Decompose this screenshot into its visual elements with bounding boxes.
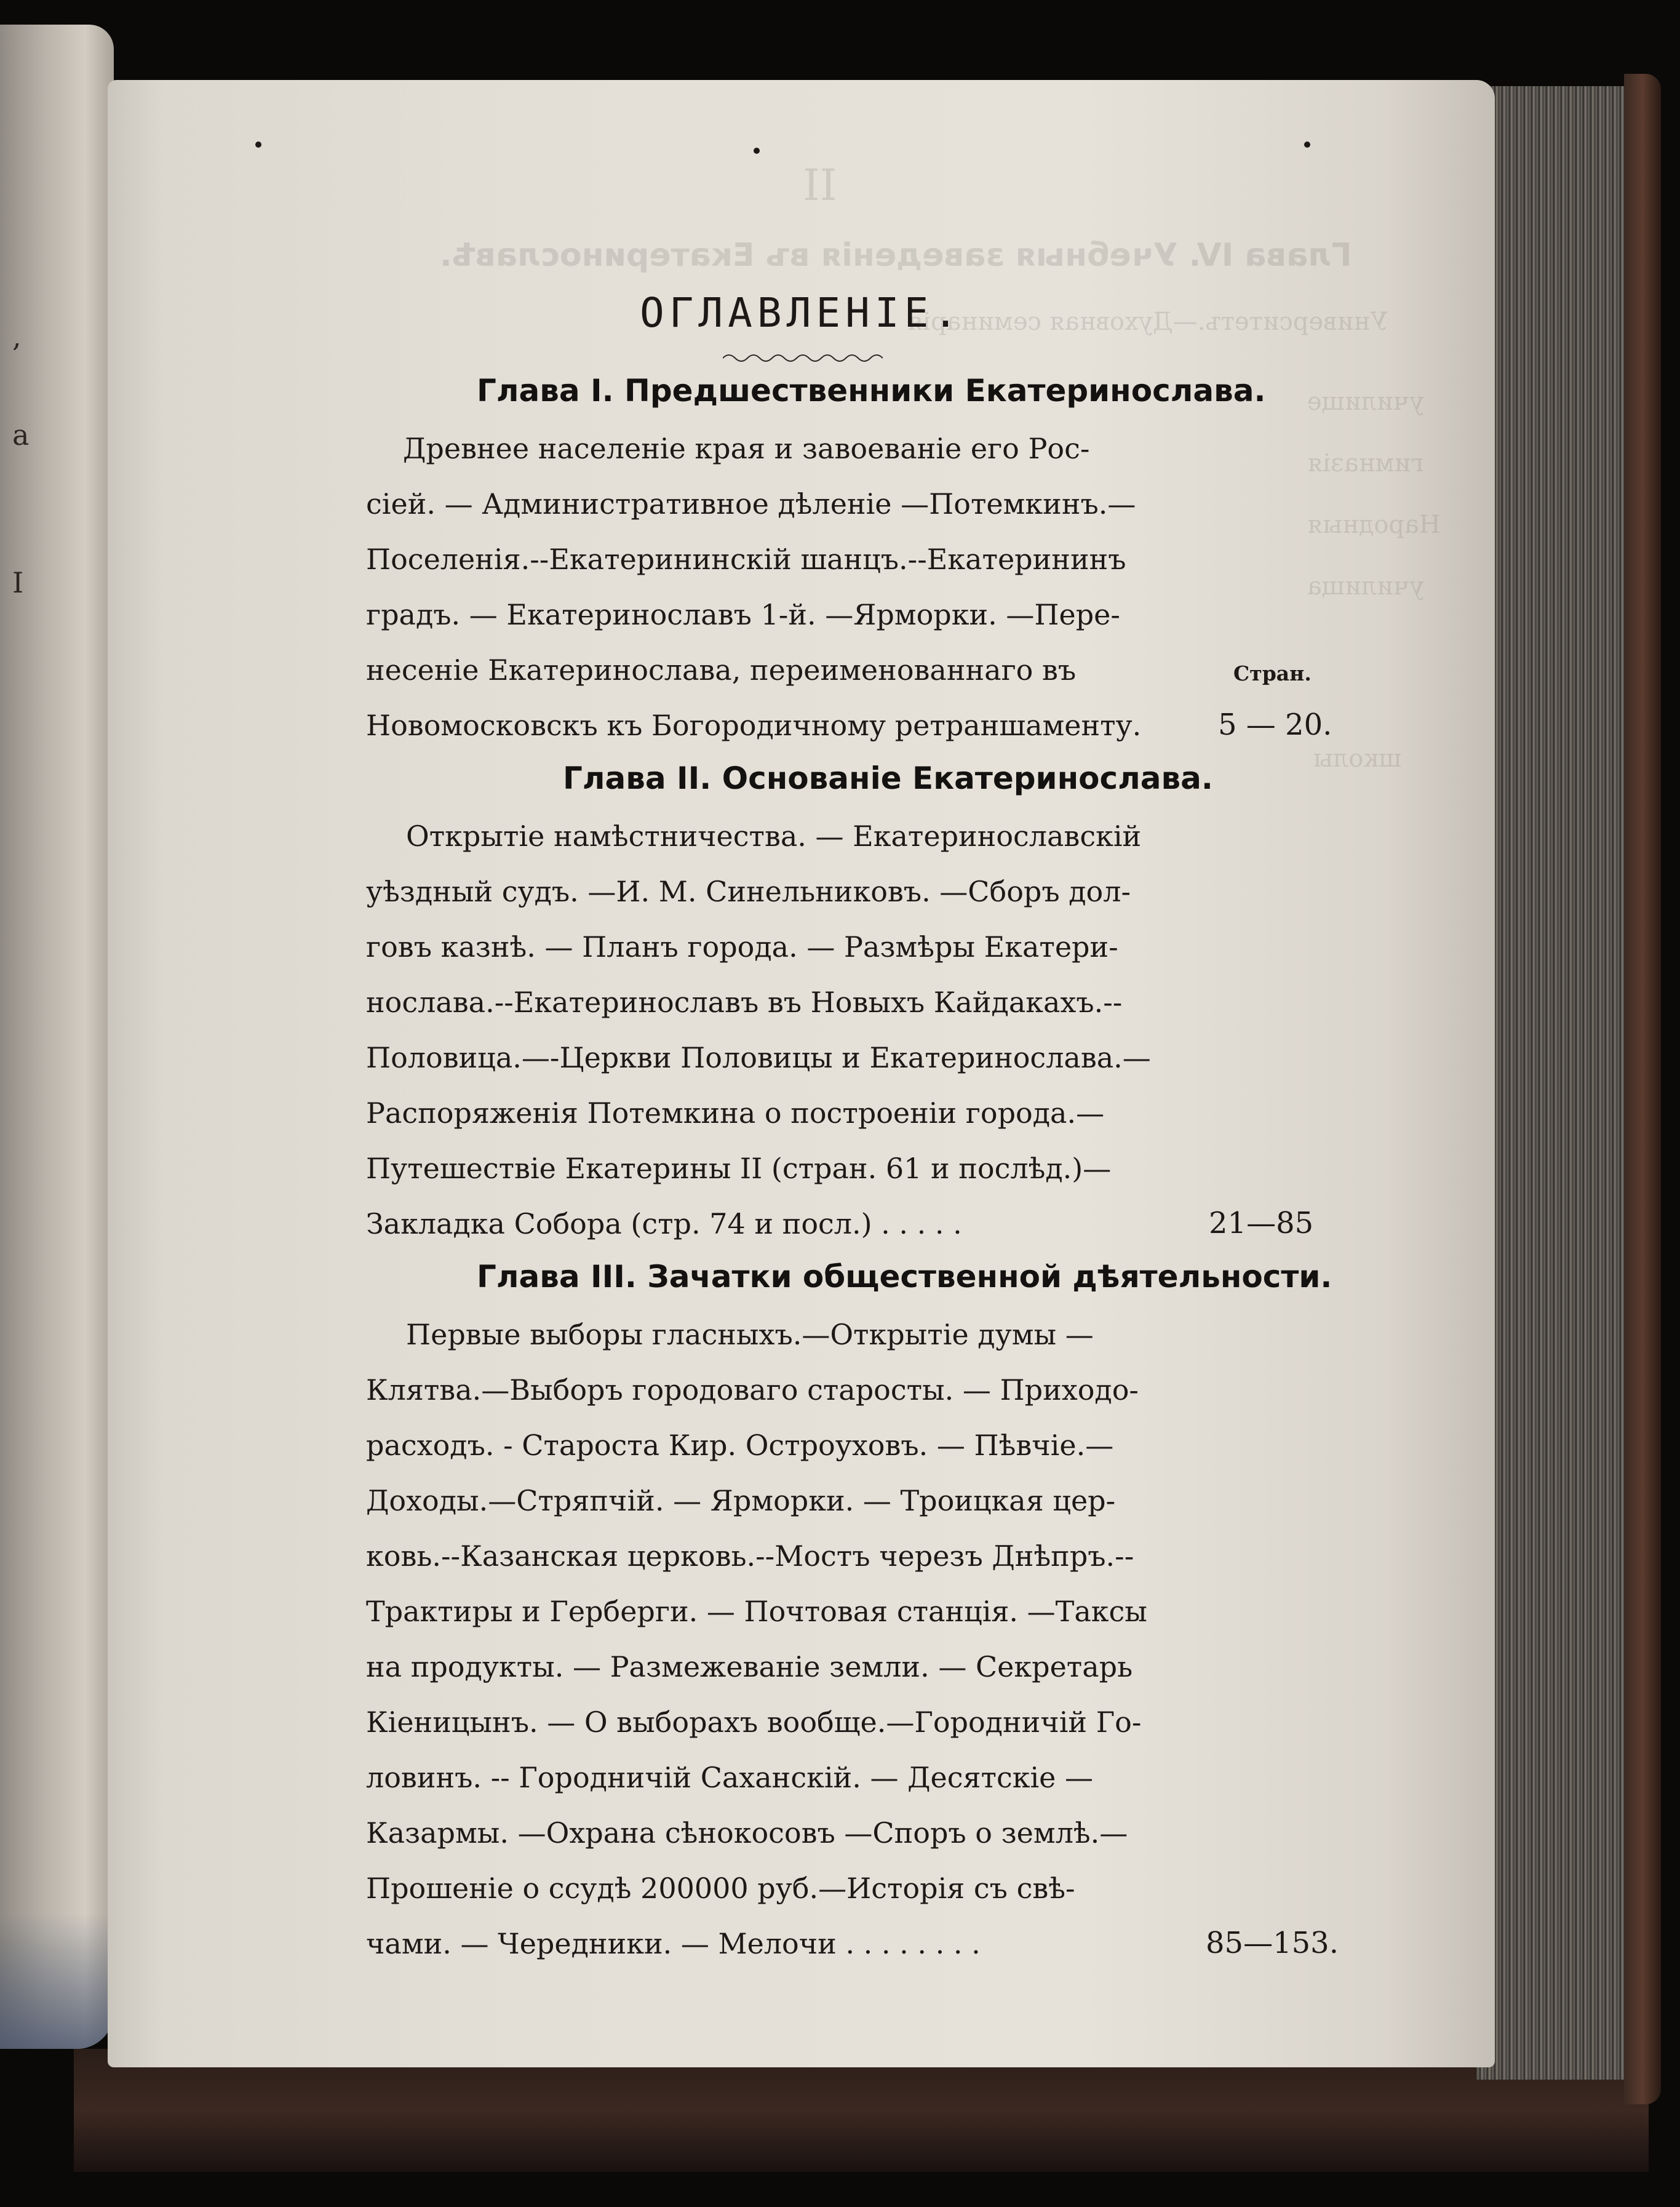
bleed-through-text: гимназія <box>1307 449 1424 477</box>
chapter-text-line: расходъ. - Староста Кир. Остроуховъ. — Пѣвчіе.— <box>366 1429 1114 1462</box>
chapter-text-line: Доходы.—Стряпчій. — Ярморки. — Троицкая цер- <box>366 1484 1116 1517</box>
chapter-text-line: Поселенія.--Екатерининскій шанцъ.--Екатерининъ <box>366 543 1126 576</box>
dust-speck <box>255 142 261 148</box>
chapter-text-line: говъ казнѣ. — Планъ города. — Размѣры Екатери- <box>366 930 1118 964</box>
chapter-text-line: Прошеніе о ссудѣ 200000 руб.—Исторія съ свѣ- <box>366 1872 1075 1905</box>
bleed-through-text: Народныя <box>1307 511 1441 539</box>
chapter-text-line: уѣздный судъ. —И. М. Синельниковъ. —Сборъ дол- <box>366 875 1131 908</box>
chapter-text-line: чами. — Чередники. — Мелочи . . . . . . . . <box>366 1927 981 1960</box>
left-page-glyph: a <box>12 418 30 452</box>
pages-column-label: Стран. <box>1233 661 1312 685</box>
bleed-through-text: II <box>803 160 837 210</box>
title-flourish-ornament <box>723 351 883 365</box>
left-page-glyph: I <box>12 566 24 599</box>
chapter-text-line: ловинъ. -- Городничій Саханскій. — Десятскіе — <box>366 1761 1094 1794</box>
bleed-through-text: училище <box>1307 388 1424 416</box>
chapter-text-line: Половица.—-Церкви Половицы и Екатеринослава.— <box>366 1041 1151 1074</box>
chapter-text-line: Путешествіе Екатерины II (стран. 61 и послѣд.)— <box>366 1152 1112 1185</box>
chapter-page-range: 21—85 <box>1209 1206 1314 1240</box>
chapter-text-line: нослава.--Екатеринославъ въ Новыхъ Кайдакахъ.-- <box>366 986 1123 1019</box>
chapter-text-line: Древнее населеніе края и завоеваніе его Рос- <box>403 432 1090 465</box>
chapter-heading: Глава III. Зачатки общественной дѣятельности. <box>477 1259 1332 1295</box>
chapter-text-line: градъ. — Екатеринославъ 1-й. —Ярморки. —Пере- <box>366 598 1120 631</box>
chapter-text-line: Новомосковскъ къ Богородичному ретраншаменту. <box>366 709 1142 742</box>
chapter-text-line: несеніе Екатеринослава, переименованнаго въ <box>366 653 1077 687</box>
chapter-text-line: Распоряженія Потемкина о построеніи города.— <box>366 1096 1105 1130</box>
chapter-text-line: Закладка Собора (стр. 74 и посл.) . . . . . <box>366 1207 962 1240</box>
bleed-through-text: Университетъ.—Духовная семинарія <box>907 308 1388 336</box>
chapter-heading: Глава І. Предшественники Екатеринослава. <box>477 373 1266 409</box>
chapter-page-range: 85—153. <box>1206 1926 1339 1960</box>
left-page-shadow <box>0 1914 114 2049</box>
chapter-page-range: 5 — 20. <box>1218 708 1332 742</box>
chapter-text-line: Трактиры и Герберги. — Почтовая станція. —Таксы <box>366 1595 1147 1628</box>
bleed-through-text: школы <box>1313 744 1402 773</box>
chapter-text-line: Клятва.—Выборъ городоваго старосты. — Приходо- <box>366 1373 1139 1407</box>
chapter-text-line: ковь.--Казанская церковь.--Мостъ черезъ Днѣпръ.-- <box>366 1539 1134 1573</box>
toc-title: ОГЛАВЛЕНІЕ. <box>639 289 963 337</box>
left-page-edge <box>0 25 114 2049</box>
chapter-text-line: сіей. — Административное дѣленіе —Потемкинъ.— <box>366 487 1136 521</box>
dust-speck <box>754 148 760 154</box>
chapter-text-line: Кіеницынъ. — О выборахъ вообще.—Городничій Го- <box>366 1706 1142 1739</box>
book-cover <box>74 2049 1649 2172</box>
chapter-text-line: Казармы. —Охрана сѣнокосовъ —Споръ о землѣ.— <box>366 1816 1128 1850</box>
book-page <box>108 80 1495 2067</box>
bleed-through-text: училища <box>1307 572 1424 601</box>
dust-speck <box>1304 142 1310 148</box>
chapter-text-line: на продукты. — Размежеваніе земли. — Секретарь <box>366 1650 1133 1683</box>
bleed-through-text: Глава IV. Учебныя заведенія въ Екатеринославѣ. <box>440 237 1352 274</box>
book-cover-spine <box>1624 74 1661 2104</box>
chapter-heading: Глава II. Основаніе Екатеринослава. <box>563 760 1213 796</box>
chapter-text-line: Первые выборы гласныхъ.—Открытіе думы — <box>406 1318 1094 1351</box>
chapter-text-line: Открытіе намѣстничества. — Екатеринославскій <box>406 820 1142 853</box>
left-page-glyph: , <box>12 320 22 353</box>
